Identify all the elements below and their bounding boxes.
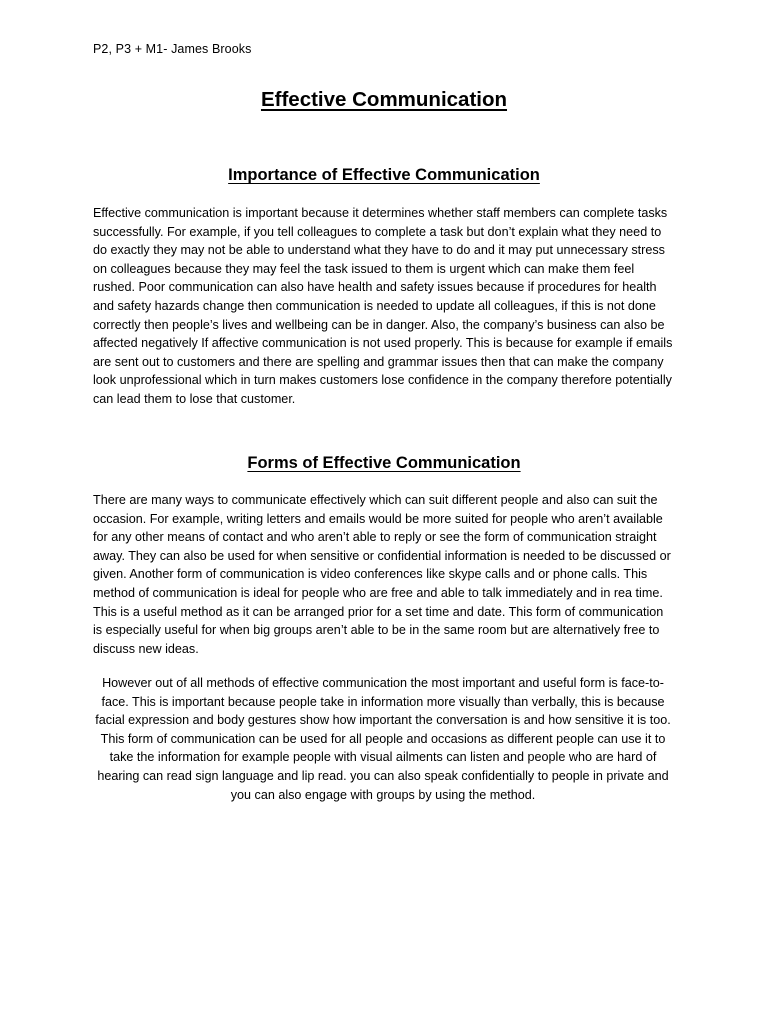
section-heading-forms: Forms of Effective Communication	[247, 454, 521, 472]
document-header: P2, P3 + M1- James Brooks	[93, 42, 252, 56]
document-title: Effective Communication	[260, 88, 508, 111]
paragraph-face-to-face: However out of all methods of effective communication the most important and useful form is face-to-face. This is important because people take in information more visually than verbally, this is because facial expression and body gestures show how important the conversation is and how sensitive it is too. This form of communication can be used for all people and occasions as different people can use it to take the information for example people with visual ailments can listen and people who are hard of hearing can read sign language and lip read. you can also speak confidentially to people in private and you can also engage with groups by using the method.	[95, 676, 671, 802]
paragraph-forms: There are many ways to communicate effectively which can suit different people and also can suit the occasion. For example, writing letters and emails would be more suited for people who aren’t available for any other means of contact and who aren’t able to reply or see the form of communication straight away. They can also be used for when sensitive or confidential information is needed to be discussed or given. Another form of communication is video conferences like skype calls and or phone calls. This method of communication is ideal for people who are free and able to talk immediately and in rea time. This is a useful method as it can be arranged prior for a set time and date. This form of communication is especially useful for when big groups aren’t able to be in the same room but are alternatively free to discuss new ideas.	[93, 493, 671, 656]
section-heading-importance: Importance of Effective Communication	[228, 166, 540, 184]
paragraph-importance: Effective communication is important because it determines whether staff members can complete tasks successfully. For example, if you tell colleagues to complete a task but don’t explain what they need to do exactly they may not be able to understand what they have to do and it may put unnecessary stress on colleagues because they may feel the task issued to them is urgent which can make them feel rushed. Poor communication can also have health and safety issues because if procedures for health and safety hazards change then communication is needed to update all colleagues, if this is not done correctly then people’s lives and wellbeing can be in danger. Also, the company’s business can also be affected negatively If affective communication is not used properly. This is because for example if emails are sent out to customers and there are spelling and grammar issues then that can make the company look unprofessional which in turn makes customers lose confidence in the company therefore potentially can lead them to lose that customer.	[93, 206, 673, 406]
